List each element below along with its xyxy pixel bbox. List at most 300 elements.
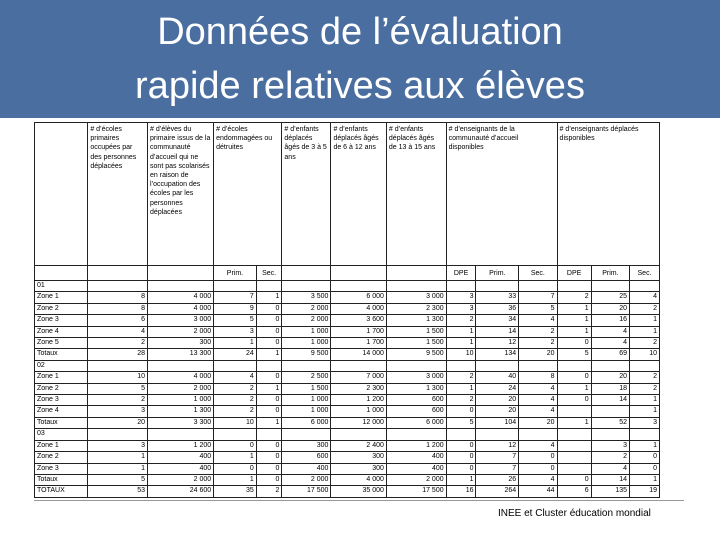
- header-cell: # d’enfants déplacés âgés de 3 à 5 ans: [282, 123, 331, 266]
- table-cell: 16: [446, 486, 476, 497]
- table-cell: 4 000: [148, 372, 214, 383]
- table-cell: 3 500: [282, 292, 331, 303]
- table-cell: 0: [256, 463, 282, 474]
- table-cell: 5: [519, 303, 557, 314]
- table-cell: 20: [591, 303, 629, 314]
- table-cell: 0: [630, 452, 660, 463]
- table-cell: 1 200: [331, 395, 386, 406]
- table-cell: [331, 360, 386, 371]
- table-cell: 3: [214, 326, 257, 337]
- footer-credit: INEE et Cluster éducation mondial: [498, 508, 651, 519]
- footer-divider: [34, 500, 684, 501]
- table-cell: 8: [88, 292, 148, 303]
- table-cell: 10: [88, 372, 148, 383]
- table-cell: 1 700: [331, 326, 386, 337]
- table-cell: 0: [256, 395, 282, 406]
- table-row: [35, 281, 660, 292]
- table-row: [35, 395, 660, 406]
- table-cell: 20: [476, 395, 519, 406]
- table-cell: 2: [519, 338, 557, 349]
- table-cell: 0: [446, 440, 476, 451]
- table-row: [35, 406, 660, 417]
- table-cell: 0: [446, 406, 476, 417]
- table-cell: [386, 281, 446, 292]
- table-cell: 2: [88, 395, 148, 406]
- table-cell: 16: [591, 315, 629, 326]
- table-row: [35, 463, 660, 474]
- table-cell: [282, 429, 331, 440]
- table-cell: 0: [519, 463, 557, 474]
- table-cell: [88, 360, 148, 371]
- table-cell: 1 500: [386, 338, 446, 349]
- table-cell: 14: [476, 326, 519, 337]
- table-cell: 6 000: [331, 292, 386, 303]
- row-label: Zone 1: [35, 372, 88, 383]
- table-cell: 19: [630, 486, 660, 497]
- table-cell: 1 200: [386, 440, 446, 451]
- table-row: [35, 303, 660, 314]
- table-cell: 1: [256, 349, 282, 360]
- subheader-cell: Prim.: [591, 266, 629, 281]
- table-cell: [214, 281, 257, 292]
- table-cell: [519, 281, 557, 292]
- table-cell: 1 000: [331, 406, 386, 417]
- table-cell: [282, 360, 331, 371]
- table-cell: [446, 429, 476, 440]
- table-cell: 4: [88, 326, 148, 337]
- table-cell: [557, 429, 591, 440]
- table-cell: 7: [214, 292, 257, 303]
- table-cell: 0: [557, 338, 591, 349]
- table-cell: 600: [386, 395, 446, 406]
- table-cell: 1: [557, 417, 591, 428]
- table-cell: 14 000: [331, 349, 386, 360]
- subheader-cell: DPE: [557, 266, 591, 281]
- table-cell: 2: [256, 486, 282, 497]
- table-cell: 36: [476, 303, 519, 314]
- table-cell: 6: [88, 315, 148, 326]
- table-cell: 1 300: [148, 406, 214, 417]
- page-title-line-1: Données de l’évaluation: [157, 11, 563, 53]
- table-cell: 2: [446, 395, 476, 406]
- table-cell: 34: [476, 315, 519, 326]
- table-cell: 44: [519, 486, 557, 497]
- table-cell: 0: [557, 372, 591, 383]
- table-cell: [476, 429, 519, 440]
- row-label: Totaux: [35, 349, 88, 360]
- table-cell: 3 000: [386, 292, 446, 303]
- row-label: Totaux: [35, 474, 88, 485]
- table-cell: [557, 440, 591, 451]
- table-cell: 40: [476, 372, 519, 383]
- subheader-row: [35, 266, 660, 281]
- table-cell: [557, 463, 591, 474]
- assessment-table: [34, 122, 660, 498]
- table-cell: 2: [88, 338, 148, 349]
- table-cell: 9 500: [386, 349, 446, 360]
- table-cell: 2: [214, 406, 257, 417]
- row-label: Totaux: [35, 417, 88, 428]
- table-cell: 6 000: [386, 417, 446, 428]
- table-cell: 600: [386, 406, 446, 417]
- table-cell: 1: [557, 326, 591, 337]
- table-cell: [519, 429, 557, 440]
- subheader-cell: Prim.: [476, 266, 519, 281]
- table-cell: 52: [591, 417, 629, 428]
- header-cell: # d’enfants déplacés âgés de 6 à 12 ans: [331, 123, 386, 266]
- table-cell: 1 000: [282, 395, 331, 406]
- table-cell: 264: [476, 486, 519, 497]
- table-cell: [331, 281, 386, 292]
- table-cell: 1: [630, 406, 660, 417]
- table-cell: [88, 429, 148, 440]
- table-cell: 1 300: [386, 315, 446, 326]
- table-cell: [282, 281, 331, 292]
- table-cell: [519, 360, 557, 371]
- table-cell: 10: [630, 349, 660, 360]
- table-cell: [446, 360, 476, 371]
- table-cell: 69: [591, 349, 629, 360]
- table-cell: 1 300: [386, 383, 446, 394]
- header-cell: # d’enfants déplacés âgés de 13 à 15 ans: [386, 123, 446, 266]
- table-row: [35, 383, 660, 394]
- table-cell: [630, 281, 660, 292]
- table-cell: 4: [214, 372, 257, 383]
- table-row: [35, 474, 660, 485]
- table-cell: [214, 429, 257, 440]
- table-cell: 1 500: [282, 383, 331, 394]
- table-cell: [591, 281, 629, 292]
- table-cell: 0: [214, 440, 257, 451]
- table-cell: 0: [557, 474, 591, 485]
- table-cell: 24 600: [148, 486, 214, 497]
- table-cell: 4: [591, 326, 629, 337]
- table-cell: 26: [476, 474, 519, 485]
- table-row: [35, 349, 660, 360]
- table-cell: 2 000: [282, 315, 331, 326]
- table-cell: 1: [214, 474, 257, 485]
- table-cell: 2: [446, 315, 476, 326]
- table-cell: 3 000: [148, 315, 214, 326]
- table-cell: 20: [519, 417, 557, 428]
- row-label: Zone 1: [35, 440, 88, 451]
- row-label: Zone 2: [35, 452, 88, 463]
- table-cell: 400: [282, 463, 331, 474]
- table-cell: 1: [256, 383, 282, 394]
- table-cell: 5: [88, 383, 148, 394]
- table-cell: 2: [519, 326, 557, 337]
- table-cell: 400: [148, 463, 214, 474]
- table-cell: [557, 406, 591, 417]
- table-cell: [446, 281, 476, 292]
- table-cell: 8: [88, 303, 148, 314]
- table-cell: 4: [630, 292, 660, 303]
- row-label: Zone 4: [35, 326, 88, 337]
- table-cell: 0: [256, 303, 282, 314]
- table-cell: 135: [591, 486, 629, 497]
- table-cell: 0: [446, 463, 476, 474]
- row-label: 03: [35, 429, 88, 440]
- table-cell: [148, 429, 214, 440]
- table-cell: 2 000: [282, 474, 331, 485]
- table-row: [35, 292, 660, 303]
- table-cell: 10: [446, 349, 476, 360]
- subheader-cell: DPE: [446, 266, 476, 281]
- table-cell: 0: [256, 372, 282, 383]
- table-cell: 0: [630, 463, 660, 474]
- table-cell: 104: [476, 417, 519, 428]
- table-cell: 1: [630, 474, 660, 485]
- table-cell: 33: [476, 292, 519, 303]
- table-cell: 1: [88, 452, 148, 463]
- table-cell: [256, 360, 282, 371]
- table-cell: 0: [256, 338, 282, 349]
- table-cell: 14: [591, 395, 629, 406]
- table-cell: 4: [519, 440, 557, 451]
- table-cell: 134: [476, 349, 519, 360]
- table-cell: 300: [331, 463, 386, 474]
- table-cell: [386, 429, 446, 440]
- subheader-cell: Prim.: [214, 266, 257, 281]
- table-cell: 7: [519, 292, 557, 303]
- table-cell: 1: [256, 417, 282, 428]
- header-cell: [35, 123, 88, 266]
- table-cell: 4: [519, 474, 557, 485]
- table-cell: [591, 360, 629, 371]
- table-row: [35, 326, 660, 337]
- table-cell: 0: [256, 315, 282, 326]
- table-cell: 12 000: [331, 417, 386, 428]
- table-cell: 400: [386, 452, 446, 463]
- table-row: [35, 486, 660, 497]
- table-cell: 4 000: [148, 292, 214, 303]
- table-cell: 2 000: [148, 474, 214, 485]
- row-label: Zone 5: [35, 338, 88, 349]
- table-cell: [630, 429, 660, 440]
- table-cell: 2 300: [386, 303, 446, 314]
- table-cell: 53: [88, 486, 148, 497]
- table-cell: 3: [446, 303, 476, 314]
- header-cell: # d’écoles endommagées ou détruites: [214, 123, 282, 266]
- table-cell: 1: [256, 292, 282, 303]
- row-label: 01: [35, 281, 88, 292]
- table-cell: 35: [214, 486, 257, 497]
- table-cell: [148, 360, 214, 371]
- table-cell: 1 000: [148, 395, 214, 406]
- table-cell: 4: [519, 315, 557, 326]
- table-cell: 400: [148, 452, 214, 463]
- table-cell: 18: [591, 383, 629, 394]
- table-cell: 14: [591, 474, 629, 485]
- table-cell: [331, 429, 386, 440]
- table-cell: 2: [214, 395, 257, 406]
- table-cell: 3: [88, 440, 148, 451]
- table-cell: 20: [591, 372, 629, 383]
- table-cell: [557, 452, 591, 463]
- table-cell: 2 300: [331, 383, 386, 394]
- row-label: Zone 3: [35, 463, 88, 474]
- table-cell: 17 500: [282, 486, 331, 497]
- table-cell: [148, 281, 214, 292]
- table-cell: 1: [630, 440, 660, 451]
- table-cell: 2: [214, 383, 257, 394]
- table-cell: 17 500: [386, 486, 446, 497]
- table-cell: 1: [630, 326, 660, 337]
- table-row: [35, 452, 660, 463]
- table-row: [35, 440, 660, 451]
- table-cell: 300: [148, 338, 214, 349]
- table-cell: 24: [476, 383, 519, 394]
- table-cell: [214, 360, 257, 371]
- table-cell: 10: [214, 417, 257, 428]
- table-row: [35, 417, 660, 428]
- header-cell: # d’écoles primaires occupées par des personnes déplacées: [88, 123, 148, 266]
- row-label: Zone 4: [35, 406, 88, 417]
- title-banner: [0, 0, 720, 118]
- row-label: Zone 2: [35, 383, 88, 394]
- table-cell: 600: [282, 452, 331, 463]
- table-cell: 1: [214, 338, 257, 349]
- table-body: [35, 281, 660, 498]
- table-cell: [557, 360, 591, 371]
- table-cell: 3: [88, 406, 148, 417]
- table-cell: 2 400: [331, 440, 386, 451]
- table-cell: [256, 281, 282, 292]
- table-cell: 4: [591, 463, 629, 474]
- table-cell: 2: [630, 303, 660, 314]
- table-cell: [88, 281, 148, 292]
- table-cell: 4 000: [331, 474, 386, 485]
- table-cell: [386, 360, 446, 371]
- table-cell: 2 000: [148, 326, 214, 337]
- table-cell: 13 300: [148, 349, 214, 360]
- table-cell: 6: [557, 486, 591, 497]
- table-cell: 3 600: [331, 315, 386, 326]
- table-cell: 1: [88, 463, 148, 474]
- table-cell: 2: [557, 292, 591, 303]
- header-cell: # d’élèves du primaire issus de la communauté d’accueil qui ne sont pas scolarisés en raison de l’occupation des écoles par les personnes déplacées: [148, 123, 214, 266]
- table-cell: 5: [446, 417, 476, 428]
- subheader-cell: Sec.: [630, 266, 660, 281]
- table-cell: 0: [446, 452, 476, 463]
- table-cell: 25: [591, 292, 629, 303]
- table-cell: 0: [256, 406, 282, 417]
- table-cell: 0: [519, 452, 557, 463]
- table-cell: 12: [476, 338, 519, 349]
- table-cell: 1: [630, 315, 660, 326]
- table-cell: 4 000: [148, 303, 214, 314]
- table-cell: 20: [88, 417, 148, 428]
- table-cell: [476, 281, 519, 292]
- table-cell: 2 000: [386, 474, 446, 485]
- table-cell: 4: [519, 395, 557, 406]
- table-cell: 1 200: [148, 440, 214, 451]
- table-cell: [476, 360, 519, 371]
- table-cell: 4: [591, 338, 629, 349]
- table-cell: 300: [331, 452, 386, 463]
- table-cell: 2: [630, 372, 660, 383]
- subheader-cell: Sec.: [256, 266, 282, 281]
- table-cell: 1: [557, 383, 591, 394]
- table-cell: 1 700: [331, 338, 386, 349]
- table-row: [35, 315, 660, 326]
- table-cell: 2 000: [148, 383, 214, 394]
- table-cell: 1: [630, 395, 660, 406]
- header-cell: # d’enseignants de la communauté d’accueil disponibles: [446, 123, 557, 266]
- table-cell: 28: [88, 349, 148, 360]
- table-cell: 300: [282, 440, 331, 451]
- table-cell: 5: [557, 349, 591, 360]
- table-cell: 1: [214, 452, 257, 463]
- table-cell: 2: [630, 338, 660, 349]
- table-cell: 4: [519, 406, 557, 417]
- table-cell: [630, 360, 660, 371]
- table-cell: 1 000: [282, 406, 331, 417]
- table-cell: 1: [557, 303, 591, 314]
- header-row: [35, 123, 660, 266]
- table-cell: 2 000: [282, 303, 331, 314]
- table-row: [35, 372, 660, 383]
- table-cell: 4 000: [331, 303, 386, 314]
- table-cell: 3 000: [386, 372, 446, 383]
- table-cell: 6 000: [282, 417, 331, 428]
- subheader-cell: Sec.: [519, 266, 557, 281]
- table-cell: [256, 429, 282, 440]
- table-cell: 1: [446, 474, 476, 485]
- table-row: [35, 429, 660, 440]
- table-cell: 4: [519, 383, 557, 394]
- table-cell: 1: [446, 326, 476, 337]
- table-row: [35, 360, 660, 371]
- table-cell: 2: [630, 383, 660, 394]
- table-cell: 3 300: [148, 417, 214, 428]
- row-label: Zone 2: [35, 303, 88, 314]
- table-cell: 3: [591, 440, 629, 451]
- table-cell: 3: [446, 292, 476, 303]
- row-label: Zone 3: [35, 395, 88, 406]
- page-title-line-2: rapide relatives aux élèves: [135, 65, 585, 107]
- table-cell: 3: [630, 417, 660, 428]
- table-cell: 1 000: [282, 338, 331, 349]
- table-cell: 20: [476, 406, 519, 417]
- table-cell: 7: [476, 452, 519, 463]
- table-cell: 24: [214, 349, 257, 360]
- table-cell: 400: [386, 463, 446, 474]
- row-label: TOTAUX: [35, 486, 88, 497]
- table-cell: 1 000: [282, 326, 331, 337]
- header-cell: # d’enseignants déplacés disponibles: [557, 123, 659, 266]
- table-cell: 1 500: [386, 326, 446, 337]
- table-cell: 0: [557, 395, 591, 406]
- table-row: [35, 338, 660, 349]
- table-cell: 1: [446, 383, 476, 394]
- table-cell: 9: [214, 303, 257, 314]
- table-cell: [591, 429, 629, 440]
- table-cell: [557, 281, 591, 292]
- table-cell: 5: [214, 315, 257, 326]
- table-cell: 2: [446, 372, 476, 383]
- table-cell: 7: [476, 463, 519, 474]
- row-label: Zone 3: [35, 315, 88, 326]
- table-cell: 0: [256, 326, 282, 337]
- table-cell: 9 500: [282, 349, 331, 360]
- table-cell: 12: [476, 440, 519, 451]
- table-cell: 35 000: [331, 486, 386, 497]
- table-cell: 1: [446, 338, 476, 349]
- table-cell: 20: [519, 349, 557, 360]
- table-cell: 1: [557, 315, 591, 326]
- table-cell: 2 500: [282, 372, 331, 383]
